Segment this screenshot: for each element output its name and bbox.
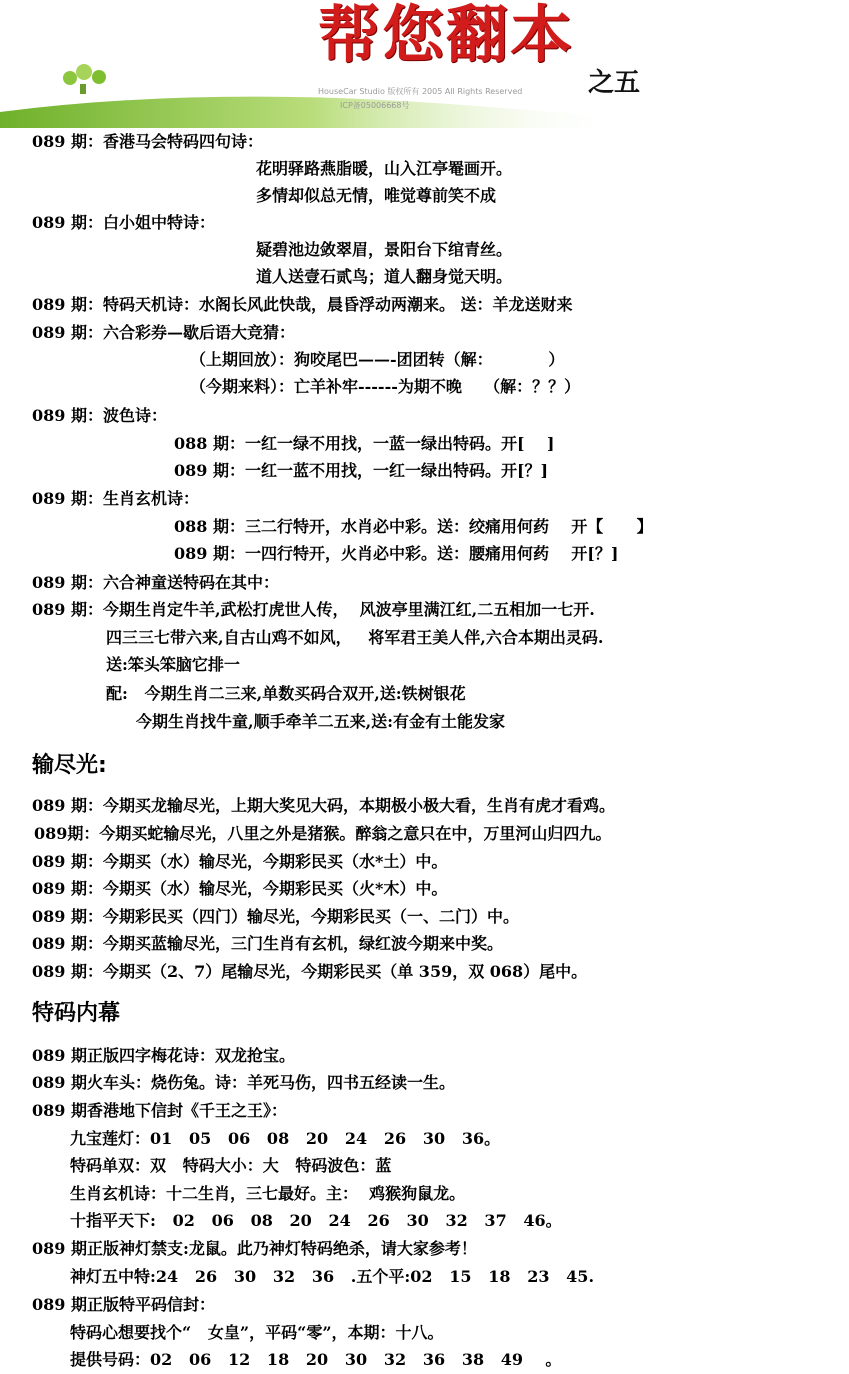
- inside-line: 提供号码：02 06 12 18 20 30 32 36 38 49 。: [70, 1350, 562, 1369]
- swoosh-shape: [0, 97, 625, 128]
- inside-line: 生肖玄机诗：十二生肖，三七最好。主： 鸡猴狗鼠龙。: [70, 1184, 466, 1203]
- lose-line: 089 期：今期买（2、7）尾输尽光，今期彩民买（单 359，双 068）尾中。: [32, 962, 588, 981]
- inside-line: 特码心想要找个“ 女皇”，平码“零”，本期：十八。: [70, 1323, 444, 1342]
- inside-line: 089 期正版神灯禁支:龙鼠。此乃神灯特码绝杀，请大家参考！: [32, 1239, 477, 1258]
- poem-line: 花明驿路燕脂暖，山入江亭罨画开。: [256, 159, 513, 178]
- poem-line: 道人送壹石贰鸟；道人翻身觉天明。: [256, 267, 513, 286]
- inside-line: 神灯五中特:24 26 30 32 36 .五个平:02 15 18 23 45.: [70, 1267, 595, 1286]
- poem-heading: 089 期：六合彩券—歇后语大竞猜：: [32, 323, 295, 342]
- page-title: 帮您翻本: [318, 0, 575, 71]
- riddle-line: （今期来料）：亡羊补牢------为期不晚 （解：？？）: [190, 377, 581, 396]
- lose-line: 089 期：今期买蓝输尽光，三门生肖有玄机，绿红波今期来中奖。: [32, 934, 503, 953]
- poem-line: 今期生肖找牛童,顺手牵羊二五来,送:有金有土能发家: [136, 712, 506, 731]
- poem-line: 送:笨头笨脑它排一: [106, 655, 240, 674]
- inside-line: 特码单双：双 特码大小：大 特码波色：蓝: [70, 1156, 392, 1175]
- poem-heading: 089 期：白小姐中特诗：: [32, 213, 215, 232]
- inside-line: 089 期火车头：烧伤兔。诗：羊死马伤，四书五经读一生。: [32, 1073, 455, 1092]
- inside-line: 089 期正版特平码信封：: [32, 1295, 215, 1314]
- section-heading-lose: 输尽光:: [32, 753, 107, 778]
- poem-line: 多情却似总无情，唯觉尊前笑不成: [256, 186, 497, 205]
- lose-line: 089 期：今期买（水）输尽光，今期彩民买（火*木）中。: [32, 879, 448, 898]
- color-poem-line: 088 期：一红一绿不用找，一蓝一绿出特码。开[ ]: [174, 434, 555, 453]
- poem-heading: 089 期：六合神童送特码在其中：: [32, 573, 279, 592]
- poem-heading: 089 期：生肖玄机诗：: [32, 489, 199, 508]
- poem-line: 配: 今期生肖二三来,单数买码合双开,送:铁树银花: [106, 684, 466, 703]
- icp-text: ICP备05006668号: [340, 101, 410, 110]
- inside-line: 十指平天下: 02 06 08 20 24 26 30 32 37 46。: [70, 1211, 562, 1230]
- poem-heading: 089 期：波色诗：: [32, 406, 167, 425]
- inside-line: 九宝莲灯：01 05 06 08 20 24 26 30 36。: [70, 1129, 501, 1148]
- section-heading-inside: 特码内幕: [32, 1001, 121, 1026]
- riddle-line: （上期回放）：狗咬尾巴——-团团转（解： ）: [190, 350, 565, 369]
- logo-icon: [63, 64, 106, 94]
- zodiac-poem-line: 088 期：三二行特开，水肖必中彩。送：绞痛用何药 开【 】: [174, 517, 653, 536]
- poem-heading: 089 期：香港马会特码四句诗：: [32, 132, 263, 151]
- lose-line: 089 期：今期买（水）输尽光，今期彩民买（水*土）中。: [32, 852, 448, 871]
- color-poem-line: 089 期：一红一蓝不用找，一红一绿出特码。开[？]: [174, 461, 549, 480]
- lose-line: 089 期：今期买龙输尽光，上期大奖见大码，本期极小极大看，生肖有虎才看鸡。: [32, 796, 615, 815]
- title-suffix: 之五: [588, 68, 641, 98]
- zodiac-poem-line: 089 期：一四行特开，火肖必中彩。送：腰痛用何药 开[？]: [174, 544, 619, 563]
- inside-line: 089 期香港地下信封《千王之王》：: [32, 1101, 287, 1120]
- copyright-text: HouseCar Studio 版权所有 2005 All Rights Reserved: [318, 87, 523, 96]
- poem-line: 疑碧池边敛翠眉，景阳台下绾青丝。: [256, 240, 513, 259]
- poem-line: 089 期：今期生肖定牛羊,武松打虎世人传， 风波亭里满江红,二五相加一七开.: [32, 600, 595, 619]
- lose-line: 089 期：今期彩民买（四门）输尽光，今期彩民买（一、二门）中。: [32, 907, 519, 926]
- poem-heading: 089 期：特码天机诗：水阁长风此快哉，晨昏浮动两潮来。 送：羊龙送财来: [32, 295, 573, 314]
- header-banner: [0, 0, 849, 128]
- lose-line: 089期：今期买蛇输尽光，八里之外是猪猴。醉翁之意只在中，万里河山归四九。: [34, 824, 612, 843]
- inside-line: 089 期正版四字梅花诗：双龙抢宝。: [32, 1046, 295, 1065]
- poem-line: 四三三七带六来,自古山鸡不如风， 将军君王美人伴,六合本期出灵码.: [106, 628, 604, 647]
